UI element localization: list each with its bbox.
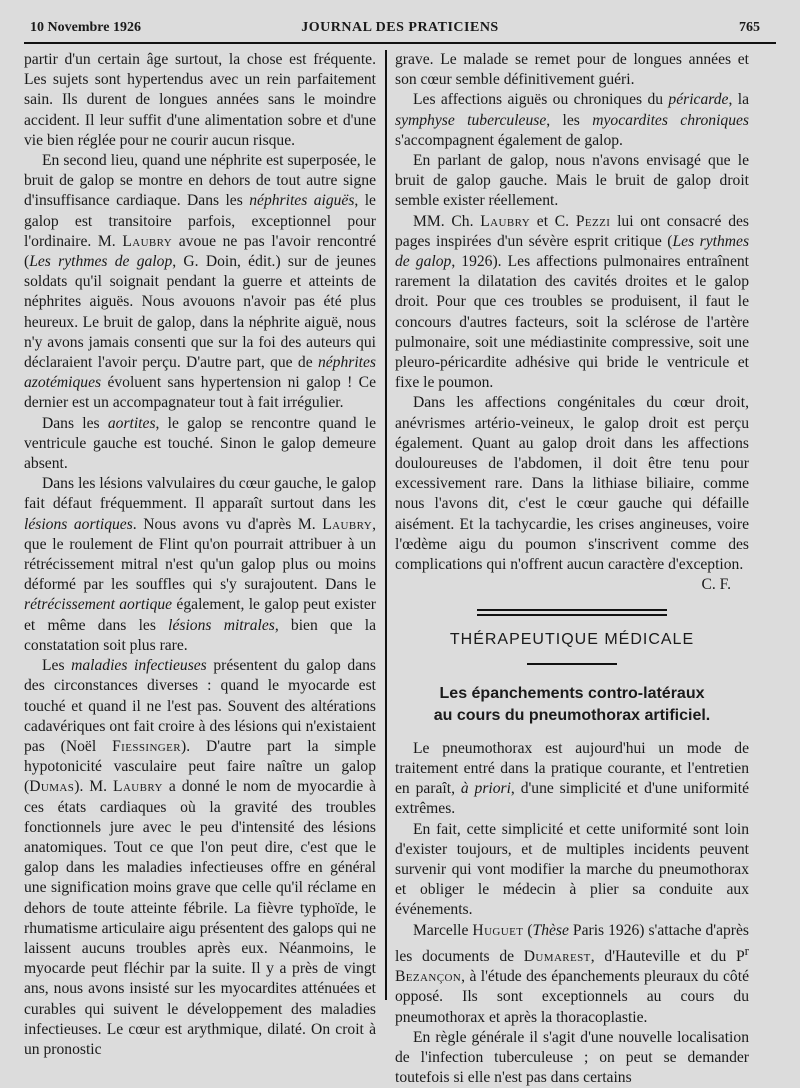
section-rule xyxy=(527,663,617,665)
author-signature: C. F. xyxy=(701,576,731,594)
column-divider xyxy=(385,50,387,1000)
paragraph: grave. Le malade se remet pour de longues années et son cœur semble définitivement guéri. xyxy=(395,51,749,89)
paragraph: Les maladies infectieuses présentent du galop dans des circonstances diverses : quand le myocarde est touché et quand il ne l'est pas. Souvent des altérations cadavériques ont fait croire à des lésions qui n'existaient pas (Noël Fiessinger). D'autre part la simple hypotonicité vasculaire peut faire naître un galop (Dumas). M. Laubry a donné le nom de myocardie à ces états cardiaques où la gravité des troubles fonctionnels jure avec le peu d'intensité des lésions anatomiques. Tout ce que l'on peut dire, c'est que le galop dans les maladies infectieuses offre en général une signification moins grave que celle qu'il réclame en dehors de toute atteinte fébrile. La fièvre typhoïde, le rhumatisme articulaire aigu présentent des galops qui ne laissent aucuns troubles après eux. Néanmoins, le myocarde peut fléchir par la suite. Il y a près de vingt ans, nous avons insisté sur les myocardites atténuées et curables qui suivent le développement des maladies infectieuses. Le cœur est arythmique, dilaté. On croit à un pronostic xyxy=(24,657,376,1058)
paragraph: En parlant de galop, nous n'avons envisagé que le bruit de galop gauche. Mais le bruit de galop droit semble exister réellement. xyxy=(395,152,749,210)
paragraph: Marcelle Huguet (Thèse Paris 1926) s'attache d'après les documents de Dumarest, d'Hauteville et du $P^r$ Bezançon, à l'étude des épanchements pleuraux du côté opposé. Ils sont exceptionnels au cours du pneumothorax et après la thoracoplastie. xyxy=(395,921,749,1026)
issue-date: 10 Novembre 1926 xyxy=(30,20,141,35)
section-title: THÉRAPEUTIQUE MÉDICALE xyxy=(449,631,695,649)
journal-title: JOURNAL DES PRATICIENS xyxy=(301,20,499,35)
paragraph: En règle générale il s'agit d'une nouvelle localisation de l'infection tuberculeuse ; on peut se demander toutefois si elle n'est pas dans certains xyxy=(395,1028,749,1087)
page-number: 765 xyxy=(739,20,760,35)
left-column xyxy=(24,50,376,1060)
paragraph: Le pneumothorax est aujourd'hui un mode de traitement entré dans la pratique courante, et l'entretien en paraît, à priori, d'une simplicité et d'une uniformité extrêmes. xyxy=(395,739,749,818)
paragraph: partir d'un certain âge surtout, la chose est fréquente. Les sujets sont hypertendus avec un rein parfaitement sain. Ils durent de longues années sans le moindre accident. Il leur suffit d'une alimentation sobre et d'une vie bien réglée pour ne courir aucun risque. xyxy=(24,51,376,149)
article-title: Les épanchements contro-latéraux au cours du pneumothorax artificiel. xyxy=(433,684,711,724)
paragraph: Les affections aiguës ou chroniques du péricarde, la symphyse tuberculeuse, les myocardites chroniques s'accompagnent également de galop. xyxy=(395,91,749,149)
paragraph: En fait, cette simplicité et cette uniformité sont loin d'exister toujours, et de multiples incidents peuvent survenir qui vont modifier la marche du pneumothorax et obliger le médecin à plier sa conduite aux événements. xyxy=(395,820,749,919)
paragraph: Dans les aortites, le galop se rencontre quand le ventricule gauche est touché. Sinon le galop demeure absent. xyxy=(24,414,376,473)
paragraph: En second lieu, quand une néphrite est superposée, le bruit de galop se montre en dehors de tout autre signe d'insuffisance cardiaque. Dans les néphrites aiguës, le galop est transitoire parfois, exceptionnel pour l'ordinaire. M. Laubry avoue ne pas l'avoir rencontré (Les rythmes de galop, G. Doin, édit.) sur de jeunes soldats qu'il soignait pendant la guerre et atteints de néphrites aiguës. Nous avouons n'avoir pas été plus heureux. Le bruit de galop, dans la néphrite aiguë, nous n'y avons jamais consenti que sur la foi des auteurs qui déclaraient l'avoir perçu. D'autre part, que de néphrites azotémiques évoluent sans hypertension ni galop ! Ce dernier est un accompagnateur tout à fait irrégulier. xyxy=(24,152,377,412)
paragraph: MM. Ch. Laubry et C. Pezzi lui ont consacré des pages inspirées d'un sévère esprit critique (Les rythmes de galop, 1926). Les affections pulmonaires entraînent rarement la dilatation des cavités droites et le galop droit. Pour que ces troubles se produisent, il faut le concours d'autres facteurs, soit la sclérose de l'artère pulmonaire, soit une médiastinite compressive, soit une pleuro-péricardite adhésive qui bride le ventricule et fixe le poumon. xyxy=(395,212,750,392)
paragraph: Dans les affections congénitales du cœur droit, anévrismes artério-veineux, le galop droit est perçu également. Quant au galop droit dans les affections douloureuses de l'abdomen, il doit être tenu pour excessivement rare. Dans la lithiase biliaire, comme nous l'avons dit, c'est le cœur gauche qui défaille aisément. Et la tachycardie, les crises angineuses, voire l'œdème aigu du poumon s'inscrivent comme des complications qui n'offrent aucun caractère d'exception. xyxy=(395,394,749,574)
double-rule xyxy=(477,609,667,616)
right-column xyxy=(395,50,749,1088)
header-rule xyxy=(24,42,776,44)
page-header xyxy=(30,20,770,40)
paragraph: Dans les lésions valvulaires du cœur gauche, le galop fait défaut fréquemment. Il apparaît surtout dans les lésions aortiques. Nous avons vu d'après M. Laubry, que le roulement de Flint qu'on pourrait attribuer à un rétrécissement mitral n'est qu'un galop plus ou moins déformé par les souffles qui s'y surajoutent. Dans le rétrécissement aortique également, le galop peut exister et même dans les lésions mitrales, bien que la constatation soit plus rare. xyxy=(24,475,376,654)
